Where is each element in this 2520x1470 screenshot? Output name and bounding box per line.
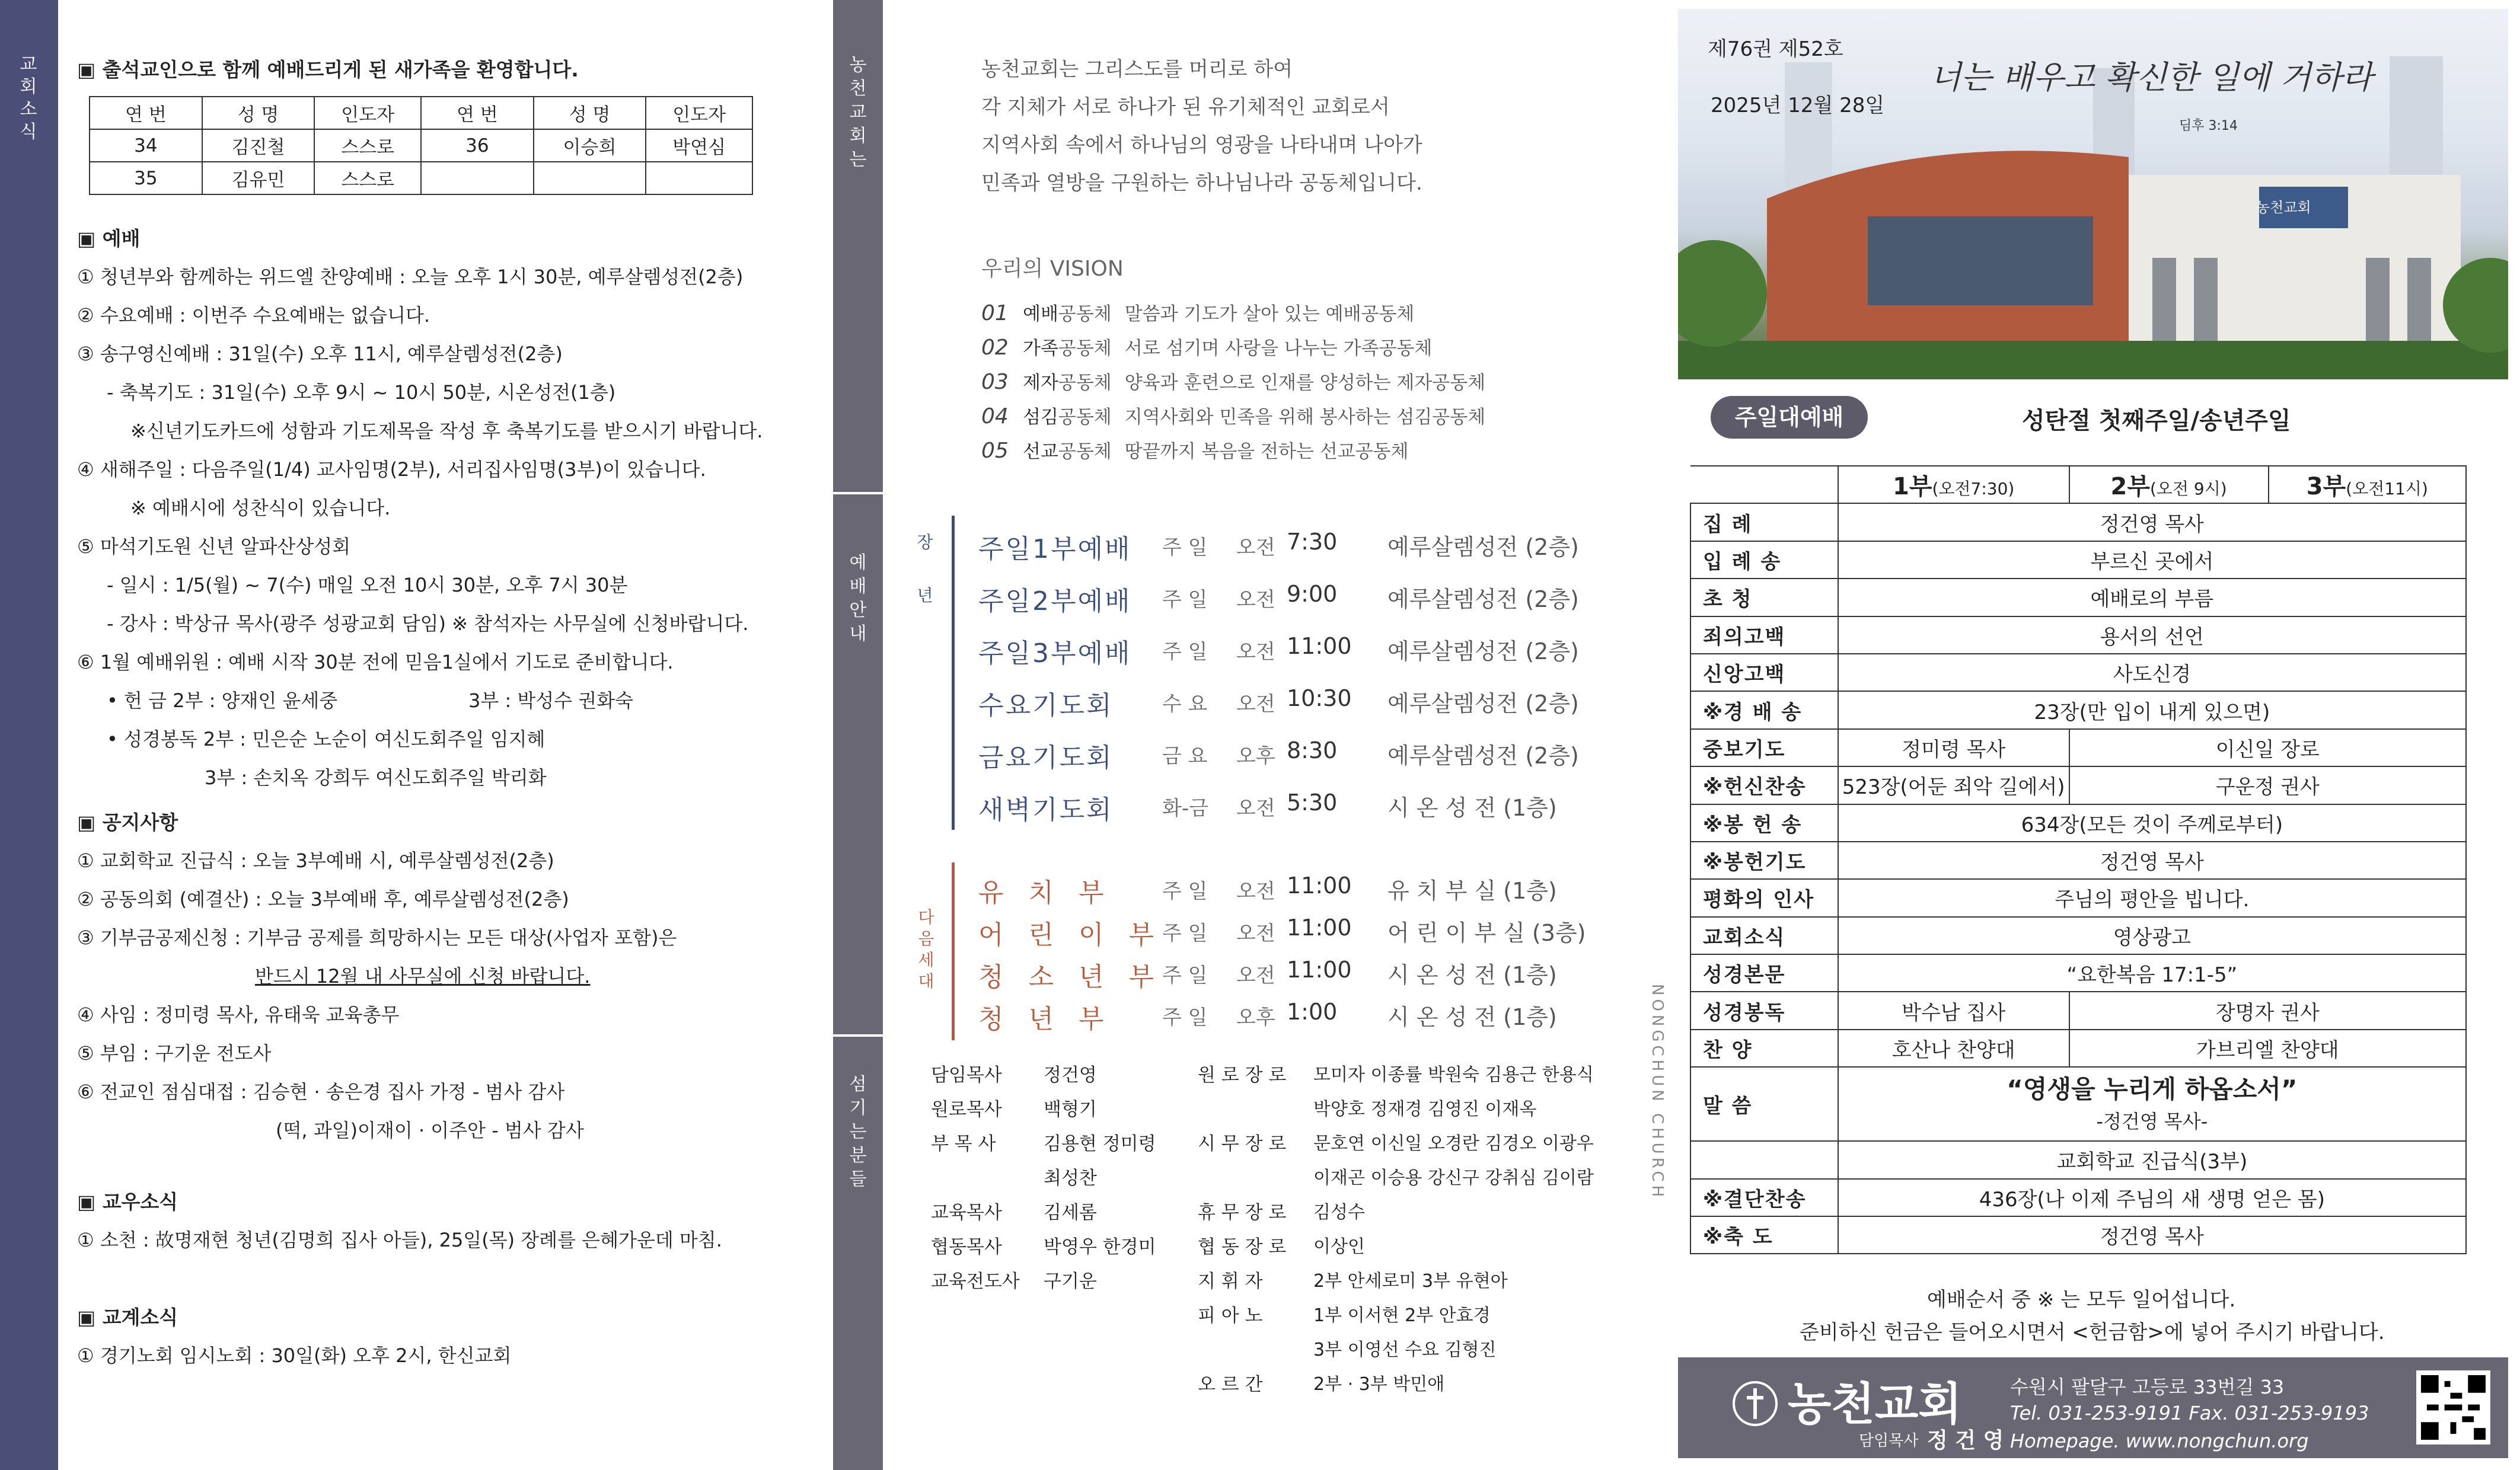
staff-names: 이재곤 이승용 강신구 강취심 김이람 bbox=[1313, 1168, 1594, 1188]
motto: 너는 배우고 확신한 일에 거하라 bbox=[1930, 59, 2373, 96]
schedule-day: 주 일 bbox=[1162, 964, 1208, 988]
staff-role: 협동목사 bbox=[931, 1236, 1002, 1258]
homepage-link[interactable]: Homepage. www.nongchun.org bbox=[2010, 1430, 2309, 1452]
table-header: 연 번 bbox=[90, 97, 202, 129]
schedule-ampm: 오전 bbox=[1236, 922, 1275, 945]
staff-role: 시 무 장 로 bbox=[1198, 1133, 1287, 1155]
staff-names: 모미자 이종률 박원숙 김용근 한용식 bbox=[1313, 1065, 1594, 1085]
schedule-place: 예루살렘성전 (2층) bbox=[1387, 743, 1579, 769]
vision-item bbox=[981, 400, 1485, 434]
schedule-name: 금요기도회 bbox=[978, 743, 1114, 773]
section-label-schedule: 예 배 안 내 bbox=[849, 552, 867, 644]
order-row bbox=[1690, 503, 2466, 541]
order-label: 교회소식 bbox=[1690, 917, 1838, 954]
notice-item: ⑤ 마석기도원 신년 알파산상성회 bbox=[77, 535, 351, 558]
divider bbox=[833, 492, 883, 494]
section-label-church-news: 교 회 소 식 bbox=[20, 54, 37, 142]
vision-number: 05 bbox=[981, 439, 1009, 463]
table-cell bbox=[421, 162, 534, 194]
staff-role: 오 르 간 bbox=[1198, 1374, 1263, 1395]
intro-text: 농천교회는 그리스도를 머리로 하여 각 지체가 서로 하나가 된 유기체적인 교회로서 지역사회 속에서 하나님의 영광을 나타내며 나아가 민족과 열방을 구원하는 하나님나라 공동체입니다. bbox=[981, 57, 1422, 195]
schedule-time: 11:00 bbox=[1287, 957, 1352, 983]
closing-hymn-row bbox=[1690, 1179, 2466, 1216]
church-logo-icon bbox=[1731, 1380, 1779, 1427]
schedule-time: 11:00 bbox=[1287, 633, 1352, 659]
schedule-place: 시 온 성 전 (1층) bbox=[1387, 962, 1557, 988]
order-label: ※결단찬송 bbox=[1690, 1179, 1838, 1216]
order-label: ※봉 헌 송 bbox=[1690, 804, 1838, 842]
order-row bbox=[1690, 616, 2466, 654]
vision-number: 04 bbox=[981, 404, 1009, 429]
staff-role: 협 동 장 로 bbox=[1198, 1236, 1287, 1258]
order-label: ※축 도 bbox=[1690, 1216, 1838, 1254]
schedule-place: 시 온 성 전 (1층) bbox=[1387, 795, 1557, 821]
vision-number: 01 bbox=[981, 301, 1009, 325]
staff-role: 지 휘 자 bbox=[1198, 1271, 1263, 1292]
order-value-1: 호산나 찬양대 bbox=[1838, 1030, 2069, 1067]
schedule-name: 주일1부예배 bbox=[978, 534, 1132, 564]
schedule-time: 11:00 bbox=[1287, 873, 1352, 899]
order-value: 정건영 목사 bbox=[1838, 503, 2466, 541]
notice-item: ① 경기노회 임시노회 : 30일(화) 오후 2시, 한신교회 bbox=[77, 1344, 512, 1367]
order-value-2: 장명자 권사 bbox=[2069, 992, 2466, 1029]
benediction-row bbox=[1690, 1216, 2466, 1254]
schedule-time: 11:00 bbox=[1287, 915, 1352, 941]
order-value-1: 523장(어둔 죄악 길에서) bbox=[1838, 766, 2069, 804]
staff-role: 교육목사 bbox=[931, 1202, 1002, 1223]
schedule-ampm: 오후 bbox=[1236, 744, 1275, 768]
order-label: 중보기도 bbox=[1690, 729, 1838, 766]
table-cell: 김진철 bbox=[202, 129, 315, 162]
order-row bbox=[1690, 842, 2466, 879]
order-value: 용서의 선언 bbox=[1838, 616, 2466, 654]
offering-3rd: 3부 : 박성수 권화숙 bbox=[468, 689, 634, 712]
order-label: ※경 배 송 bbox=[1690, 691, 1838, 728]
staff-names: 이상인 bbox=[1313, 1236, 1365, 1257]
notice-item: (떡, 과일)이재이 · 이주안 - 범사 감사 bbox=[276, 1119, 584, 1142]
staff-names: 최성찬 bbox=[1044, 1168, 1097, 1189]
schedule-place: 예루살렘성전 (2층) bbox=[1387, 586, 1579, 612]
adult-label: 장 년 bbox=[917, 532, 933, 605]
schedule-name: 주일2부예배 bbox=[978, 586, 1132, 616]
left-section-bar bbox=[0, 0, 58, 1470]
vision-item bbox=[981, 365, 1485, 400]
schedule-time: 1:00 bbox=[1287, 999, 1338, 1025]
schedule-day: 주 일 bbox=[1162, 640, 1208, 664]
footer bbox=[1678, 1357, 2508, 1458]
divider bbox=[833, 1034, 883, 1037]
promotion-row bbox=[1690, 1141, 2466, 1178]
order-row bbox=[1690, 579, 2466, 616]
table-cell: 36 bbox=[421, 129, 534, 162]
order-row bbox=[1690, 804, 2466, 842]
order-value: 영상광고 bbox=[1838, 917, 2466, 954]
nongchun-church-vertical: NONGCHUN CHURCH bbox=[1648, 984, 1666, 1201]
worship-order-table bbox=[1690, 465, 2467, 1254]
vision-description: 말씀과 기도가 살아 있는 예배공동체 bbox=[1124, 303, 1415, 325]
next-gen-divider bbox=[952, 862, 955, 1040]
offering-note: 준비하신 헌금은 들어오시면서 <헌금함>에 넣어 주시기 바랍니다. bbox=[1800, 1321, 2385, 1344]
notice-item: ⑤ 부임 : 구기운 전도사 bbox=[77, 1042, 272, 1065]
table-header: 연 번 bbox=[421, 97, 534, 129]
presbytery-section bbox=[77, 1298, 812, 1375]
table-cell: 이승희 bbox=[534, 129, 646, 162]
schedule-name: 새벽기도회 bbox=[978, 795, 1114, 825]
order-row bbox=[1690, 729, 2466, 766]
order-value: 정건영 목사 bbox=[1838, 842, 2466, 879]
schedule-ampm: 오전 bbox=[1236, 692, 1275, 716]
order-label bbox=[1690, 1141, 1838, 1178]
order-value-2: 구운정 권사 bbox=[2069, 766, 2466, 804]
staff-role: 교육전도사 bbox=[931, 1271, 1020, 1292]
order-label: ※봉헌기도 bbox=[1690, 842, 1838, 879]
staff-names: 김용현 정미령 bbox=[1044, 1133, 1156, 1155]
address: 수원시 팔달구 고등로 33번길 33 bbox=[2010, 1376, 2285, 1398]
notice-item: ③ 송구영신예배 : 31일(수) 오후 11시, 예루살렘성전(2층) bbox=[77, 343, 563, 365]
next-gen-label: 다 음 세 대 bbox=[918, 907, 934, 991]
schedule-day: 주 일 bbox=[1162, 922, 1208, 945]
staff-names: 정건영 bbox=[1044, 1065, 1097, 1086]
order-label: 성경본문 bbox=[1690, 954, 1838, 992]
schedule-day: 주 일 bbox=[1162, 588, 1208, 612]
notice-item: ※ 예배시에 성찬식이 있습니다. bbox=[130, 497, 391, 519]
volume-number: 제76권 제52호 bbox=[1708, 37, 1843, 61]
order-label: 초 청 bbox=[1690, 579, 1838, 616]
member-news-title: ▣ 교우소식 bbox=[77, 1190, 178, 1213]
staff-names: 1부 이서현 2부 안효경 bbox=[1313, 1305, 1491, 1326]
vision-keyword: 예배 bbox=[1023, 303, 1058, 325]
staff-names: 3부 이영선 수요 김형진 bbox=[1313, 1340, 1497, 1360]
vision-description: 땅끝까지 복음을 전하는 선교공동체 bbox=[1124, 441, 1409, 462]
schedule-ampm: 오전 bbox=[1236, 797, 1275, 820]
table-cell: 박연심 bbox=[646, 129, 752, 162]
notice-item: ④ 사임 : 정미령 목사, 유태욱 교육총무 bbox=[77, 1004, 400, 1026]
schedule-name: 청 소 년 부 bbox=[978, 962, 1162, 992]
vision-tag: 공동체 bbox=[1058, 407, 1112, 428]
order-value: 예배로의 부름 bbox=[1838, 579, 2466, 616]
newcomers-table bbox=[89, 96, 753, 195]
schedule-name: 주일3부예배 bbox=[978, 638, 1132, 669]
vision-tag: 공동체 bbox=[1058, 441, 1112, 462]
staff-role: 원로목사 bbox=[931, 1099, 1002, 1120]
order-value: 부르신 곳에서 bbox=[1838, 541, 2466, 579]
notice-item: - 일시 : 1/5(월) ~ 7(수) 매일 오전 10시 30분, 오후 7시 30분 bbox=[107, 574, 628, 596]
notice-item bbox=[77, 682, 812, 720]
vision-title: 우리의 VISION bbox=[981, 257, 1124, 281]
section-label-intro: 농 천 교 회 는 bbox=[849, 55, 867, 170]
notice-item: ③ 기부금공제신청 : 기부금 공제를 희망하시는 모든 대상(사업자 포함)은 bbox=[77, 926, 677, 949]
order-label: 죄의고백 bbox=[1690, 616, 1838, 654]
staff-names: 구기운 bbox=[1044, 1271, 1097, 1292]
service-title: 성탄절 첫째주일/송년주일 bbox=[2022, 407, 2291, 434]
order-row bbox=[1690, 879, 2466, 916]
vision-description: 서로 섬기며 사랑을 나누는 가족공동체 bbox=[1124, 338, 1433, 359]
staff-names: 2부 · 3부 박민애 bbox=[1313, 1374, 1445, 1395]
schedule-day: 주 일 bbox=[1162, 880, 1208, 903]
table-cell bbox=[534, 162, 646, 194]
order-row bbox=[1690, 954, 2466, 992]
order-value: 사도신경 bbox=[1838, 654, 2466, 691]
schedule-ampm: 오전 bbox=[1236, 640, 1275, 664]
table-row bbox=[90, 162, 752, 194]
sermon-label: 말 씀 bbox=[1690, 1067, 1838, 1141]
col-1: 1부(오전7:30) bbox=[1838, 466, 2069, 503]
footer-church-name: 농천교회 bbox=[1788, 1378, 1962, 1430]
schedule-day: 금 요 bbox=[1162, 744, 1208, 768]
pastor-title: 담임목사 bbox=[1859, 1432, 1919, 1450]
notice-item: ② 공동의회 (예결산) : 오늘 3부예배 후, 예루살렘성전(2층) bbox=[77, 888, 569, 910]
staff-role: 휴 무 장 로 bbox=[1198, 1202, 1287, 1223]
schedule-day: 주 일 bbox=[1162, 1006, 1208, 1030]
notice-item: ⑥ 1월 예배위원 : 예배 시작 30분 전에 믿음1실에서 기도로 준비합니다. bbox=[77, 651, 674, 673]
notice-item: ※신년기도카드에 성함과 기도제목을 작성 후 축복기도를 받으시기 바랍니다. bbox=[130, 420, 763, 442]
table-header: 인도자 bbox=[314, 97, 421, 129]
order-row bbox=[1690, 691, 2466, 728]
sermon-row bbox=[1690, 1067, 2466, 1141]
staff-names: 박영우 한경미 bbox=[1044, 1236, 1156, 1258]
presbytery-title: ▣ 교계소식 bbox=[77, 1306, 178, 1329]
member-news-section bbox=[77, 1183, 812, 1260]
notice-item: 3부 : 손치옥 강희두 여신도회주일 박리화 bbox=[205, 766, 547, 789]
order-value: 436장(나 이제 주님의 새 생명 얻은 몸) bbox=[1838, 1179, 2466, 1216]
order-value-2: 이신일 장로 bbox=[2069, 729, 2466, 766]
qr-code-icon bbox=[2421, 1375, 2486, 1440]
staff-role: 부 목 사 bbox=[931, 1133, 996, 1155]
order-row bbox=[1690, 992, 2466, 1029]
staff-names: 김성수 bbox=[1313, 1202, 1365, 1223]
vision-description: 지역사회와 민족을 위해 봉사하는 섬김공동체 bbox=[1124, 407, 1486, 428]
schedule-place: 시 온 성 전 (1층) bbox=[1387, 1004, 1557, 1030]
staff-names: 2부 안세로미 3부 유현아 bbox=[1313, 1271, 1508, 1292]
order-row bbox=[1690, 766, 2466, 804]
qr-code[interactable] bbox=[2416, 1370, 2490, 1445]
schedule-day: 화-금 bbox=[1162, 797, 1208, 820]
schedule-time: 10:30 bbox=[1287, 685, 1352, 711]
vision-keyword: 섬김 bbox=[1023, 407, 1058, 428]
sermon-title: “영생을 누리게 하옵소서” bbox=[2007, 1074, 2298, 1104]
vision-tag: 공동체 bbox=[1058, 303, 1112, 325]
table-cell: 34 bbox=[90, 129, 202, 162]
vision-number: 02 bbox=[981, 335, 1009, 360]
order-value: 정건영 목사 bbox=[1838, 1216, 2466, 1254]
schedule-name: 유 치 부 bbox=[978, 878, 1112, 908]
order-label: ※헌신찬송 bbox=[1690, 766, 1838, 804]
schedule-name: 어 린 이 부 bbox=[978, 920, 1162, 950]
sermon-preacher: -정건영 목사- bbox=[2096, 1110, 2208, 1133]
notice-item: ⑥ 전교인 점심대접 : 김승현 · 송은경 집사 가정 - 범사 감사 bbox=[77, 1081, 565, 1103]
vision-description: 양육과 훈련으로 인재를 양성하는 제자공동체 bbox=[1124, 372, 1486, 394]
schedule-day: 수 요 bbox=[1162, 692, 1208, 716]
order-row bbox=[1690, 654, 2466, 691]
order-row bbox=[1690, 1030, 2466, 1067]
vision-tag: 공동체 bbox=[1058, 338, 1112, 359]
middle-section-bar bbox=[833, 0, 883, 1470]
vision-number: 03 bbox=[981, 370, 1009, 394]
staff-role: 피 아 노 bbox=[1198, 1305, 1263, 1327]
table-cell: 스스로 bbox=[314, 129, 421, 162]
vision-keyword: 가족 bbox=[1023, 338, 1058, 359]
staff-role: 담임목사 bbox=[931, 1065, 1002, 1086]
notice-title: ▣ 공지사항 bbox=[77, 811, 178, 834]
schedule-place: 예루살렘성전 (2층) bbox=[1387, 638, 1579, 664]
worship-title: ▣ 예배 bbox=[77, 227, 141, 250]
motto-reference: 딤후 3:14 bbox=[2179, 119, 2238, 133]
order-value: 주님의 평안을 빕니다. bbox=[1838, 879, 2466, 916]
order-label: 신앙고백 bbox=[1690, 654, 1838, 691]
notice-item: ① 소천 : 故명재현 청년(김명희 집사 아들), 25일(목) 장례를 은혜가운데 마침. bbox=[77, 1229, 722, 1251]
order-row bbox=[1690, 541, 2466, 579]
offering-2nd: • 헌 금 2부 : 양재인 윤세중 bbox=[107, 689, 338, 712]
vision-item bbox=[981, 331, 1432, 365]
schedule-ampm: 오전 bbox=[1236, 964, 1275, 988]
notice-item: ② 수요예배 : 이번주 수요예배는 없습니다. bbox=[77, 304, 430, 327]
newcomers-title: ▣ 출석교인으로 함께 예배드리게 된 새가족을 환영합니다. bbox=[77, 58, 579, 81]
col-3: 3부(오전11시) bbox=[2269, 466, 2466, 503]
schedule-ampm: 오전 bbox=[1236, 536, 1275, 560]
vision-keyword: 선교 bbox=[1023, 441, 1058, 462]
staff-names: 김세롬 bbox=[1044, 1202, 1097, 1223]
notice-item: 반드시 12월 내 사무실에 신청 바랍니다. bbox=[255, 965, 591, 988]
schedule-name: 수요기도회 bbox=[978, 691, 1114, 721]
table-header: 인도자 bbox=[646, 97, 752, 129]
staff-names: 백형기 bbox=[1044, 1099, 1097, 1120]
order-value: 634장(모든 것이 주께로부터) bbox=[1838, 804, 2466, 842]
schedule-place: 어 린 이 부 실 (3층) bbox=[1387, 920, 1586, 946]
corner-cell bbox=[1690, 466, 1838, 503]
table-header: 성 명 bbox=[202, 97, 315, 129]
schedule-name: 청 년 부 bbox=[978, 1004, 1112, 1034]
order-label: 집 례 bbox=[1690, 503, 1838, 541]
table-cell: 스스로 bbox=[314, 162, 421, 194]
schedule-place: 유 치 부 실 (1층) bbox=[1387, 878, 1557, 904]
schedule-time: 5:30 bbox=[1287, 790, 1338, 816]
table-header: 성 명 bbox=[534, 97, 646, 129]
order-value: 23장(만 입이 내게 있으면) bbox=[1838, 691, 2466, 728]
schedule-place: 예루살렘성전 (2층) bbox=[1387, 534, 1579, 560]
bulletin-date: 2025년 12월 28일 bbox=[1711, 94, 1885, 117]
order-label: 평화의 인사 bbox=[1690, 879, 1838, 916]
col-2: 2부(오전 9시) bbox=[2069, 466, 2269, 503]
notice-section bbox=[77, 803, 812, 1150]
notice-item: ① 교회학교 진급식 : 오늘 3부예배 시, 예루살렘성전(2층) bbox=[77, 849, 554, 872]
building-sign: 농천교회 bbox=[2256, 199, 2311, 216]
staff-names: 박양호 정재경 김영진 이재옥 bbox=[1313, 1099, 1537, 1120]
schedule-place: 예루살렘성전 (2층) bbox=[1387, 691, 1579, 717]
notice-item: ① 청년부와 함께하는 위드엘 찬양예배 : 오늘 오후 1시 30분, 예루살렘성전(2층) bbox=[77, 266, 744, 288]
vision-item bbox=[981, 296, 1414, 331]
adult-divider bbox=[952, 516, 955, 830]
order-label: 성경봉독 bbox=[1690, 992, 1838, 1029]
table-cell: 35 bbox=[90, 162, 202, 194]
order-value: “요한복음 17:1-5” bbox=[1838, 954, 2466, 992]
schedule-ampm: 오전 bbox=[1236, 880, 1275, 903]
schedule-time: 8:30 bbox=[1287, 737, 1338, 763]
order-label: 입 례 송 bbox=[1690, 541, 1838, 579]
order-value-2: 가브리엘 찬양대 bbox=[2069, 1030, 2466, 1067]
table-cell: 김유민 bbox=[202, 162, 315, 194]
order-row bbox=[1690, 917, 2466, 954]
notice-item: • 성경봉독 2부 : 민은순 노순이 여신도회주일 임지혜 bbox=[107, 728, 546, 750]
order-label: 찬 양 bbox=[1690, 1030, 1838, 1067]
section-label-servants: 섬 기 는 분 들 bbox=[849, 1074, 867, 1190]
staff-names: 문호연 이신일 오경란 김경오 이광우 bbox=[1313, 1133, 1594, 1154]
pastor-name: 정 건 영 bbox=[1927, 1429, 2004, 1453]
staff-role: 원 로 장 로 bbox=[1198, 1065, 1287, 1086]
schedule-day: 주 일 bbox=[1162, 536, 1208, 560]
notice-item: - 강사 : 박상규 목사(광주 성광교회 담임) ※ 참석자는 사무실에 신청바랍니다. bbox=[107, 612, 749, 635]
vision-item bbox=[981, 434, 1409, 468]
order-value-1: 정미령 목사 bbox=[1838, 729, 2069, 766]
schedule-time: 7:30 bbox=[1287, 529, 1338, 555]
worship-section bbox=[77, 219, 812, 797]
schedule-time: 9:00 bbox=[1287, 581, 1338, 607]
notice-item: ④ 새해주일 : 다음주일(1/4) 교사임명(2부), 서리집사임명(3부)이 있습니다. bbox=[77, 458, 706, 481]
telephone: Tel. 031-253-9191 Fax. 031-253-9193 bbox=[2010, 1402, 2369, 1424]
schedule-ampm: 오전 bbox=[1236, 588, 1275, 612]
table-row bbox=[90, 129, 752, 162]
table-cell bbox=[646, 162, 752, 194]
sermon-cell bbox=[1838, 1067, 2466, 1141]
notice-item: - 축복기도 : 31일(수) 오후 9시 ~ 10시 50분, 시온성전(1층) bbox=[107, 381, 616, 404]
vision-tag: 공동체 bbox=[1058, 372, 1112, 394]
schedule-ampm: 오후 bbox=[1236, 1006, 1275, 1030]
order-value-1: 박수남 집사 bbox=[1838, 992, 2069, 1029]
vision-keyword: 제자 bbox=[1023, 372, 1058, 394]
order-value: 교회학교 진급식(3부) bbox=[1838, 1141, 2466, 1178]
service-time-header bbox=[1690, 466, 2466, 503]
standing-note: 예배순서 중 ※ 는 모두 일어섭니다. bbox=[1927, 1288, 2236, 1312]
sunday-worship-badge: 주일대예배 bbox=[1711, 396, 1868, 439]
